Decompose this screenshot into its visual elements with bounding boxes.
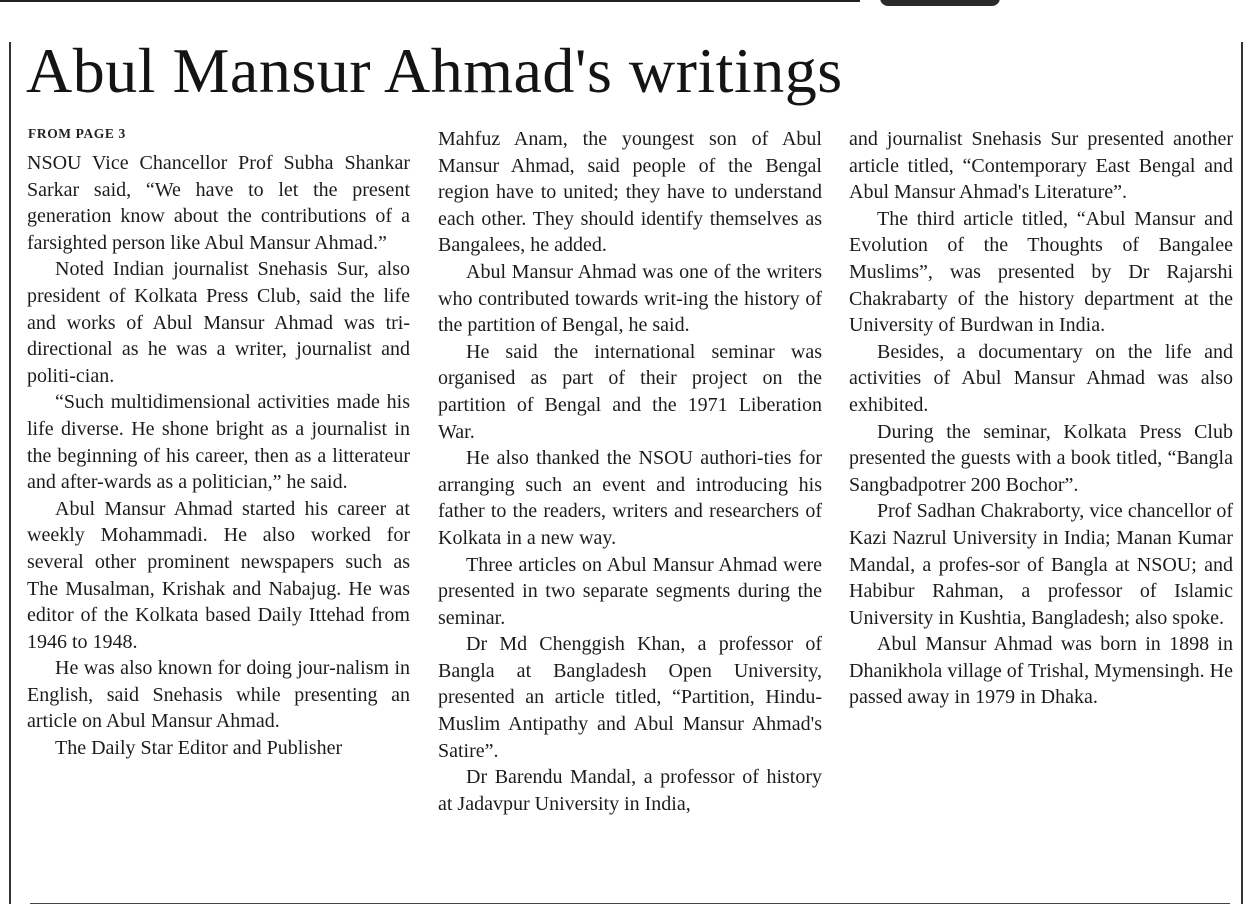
paragraph: He also thanked the NSOU authori-ties for arranging such an event and introducing his father to the readers, writers and researchers of Kolkata in a new way.: [438, 447, 822, 549]
paragraph: Mahfuz Anam, the youngest son of Abul Mansur Ahmad, said people of the Bengal region have to united; they have to understand each other. They should identify themselves as Bangalees, he added.: [438, 128, 822, 257]
paragraph: Abul Mansur Ahmad started his career at weekly Mohammadi. He also worked for several other prominent newspapers such as The Musalman, Krishak and Nabajug. He was editor of the Kolkata based Daily Ittehad from 1946 to 1948.: [27, 497, 410, 653]
paragraph: During the seminar, Kolkata Press Club presented the guests with a book titled, “Bangla Sangbadpotrer 200 Bochor”.: [849, 420, 1233, 496]
paragraph: He said the international seminar was organised as part of their project on the partition of Bengal and the 1971 Liberation War.: [438, 340, 822, 443]
paragraph: Dr Barendu Mandal, a professor of history at Jadavpur University in India,: [438, 766, 822, 815]
continued-from-label: FROM PAGE 3: [28, 126, 126, 141]
article-column-1: [27, 150, 410, 762]
paragraph: Besides, a documentary on the life and activities of Abul Mansur Ahmad was also exhibited.: [849, 340, 1233, 416]
bottom-border-rule: [30, 903, 1230, 904]
paragraph: He was also known for doing jour-nalism in English, said Snehasis while presenting an article on Abul Mansur Ahmad.: [27, 657, 410, 733]
paragraph: NSOU Vice Chancellor Prof Subha Shankar Sarkar said, “We have to let the present generation know about the contributions of a farsighted person like Abul Mansur Ahmad.”: [27, 152, 410, 254]
paragraph: Abul Mansur Ahmad was one of the writers who contributed towards writ-ing the history of the partition of Bengal, he said.: [438, 260, 822, 337]
article-headline: Abul Mansur Ahmad's writings: [26, 35, 843, 106]
article-column-2: [438, 126, 822, 817]
paragraph: Dr Md Chenggish Khan, a professor of Bangla at Bangladesh Open University, presented an article titled, “Partition, Hindu-Muslim Antipathy and Abul Mansur Ahmad's Satire”.: [438, 633, 822, 762]
paragraph: Three articles on Abul Mansur Ahmad were presented in two separate segments during the seminar.: [438, 553, 822, 629]
paragraph: The third article titled, “Abul Mansur and Evolution of the Thoughts of Bangalee Muslims”, was presented by Dr Rajarshi Chakrabarty of the history department at the University of Burdwan in India.: [849, 207, 1233, 337]
paragraph: Noted Indian journalist Snehasis Sur, also president of Kolkata Press Club, said the life and works of Abul Mansur Ahmad was tri-directional as he was a writer, journalist and politi-cian.: [27, 258, 410, 387]
paragraph: Abul Mansur Ahmad was born in 1898 in Dhanikhola village of Trishal, Mymensingh. He passed away in 1979 in Dhaka.: [849, 633, 1233, 709]
article-column-3: [849, 126, 1233, 711]
section-header-fragment: [880, 0, 1000, 6]
right-border-rule: [1241, 42, 1243, 904]
paragraph: Prof Sadhan Chakraborty, vice chancellor of Kazi Nazrul University in India; Manan Kumar Mandal, a profes-sor of Bangla at NSOU; and Habibur Rahman, a professor of Islamic University in Kushtia, Bangladesh; also spoke.: [849, 500, 1233, 629]
paragraph: and journalist Snehasis Sur presented another article titled, “Contemporary East Bengal and Abul Mansur Ahmad's Literature”.: [849, 128, 1233, 204]
paragraph: The Daily Star Editor and Publisher: [55, 737, 343, 760]
paragraph: “Such multidimensional activities made his life diverse. He shone bright as a journalist in the beginning of his career, then as a litterateur and after-wards as a politician,” he said.: [27, 391, 410, 494]
left-border-rule: [9, 42, 11, 904]
top-border-rule: [0, 0, 860, 2]
